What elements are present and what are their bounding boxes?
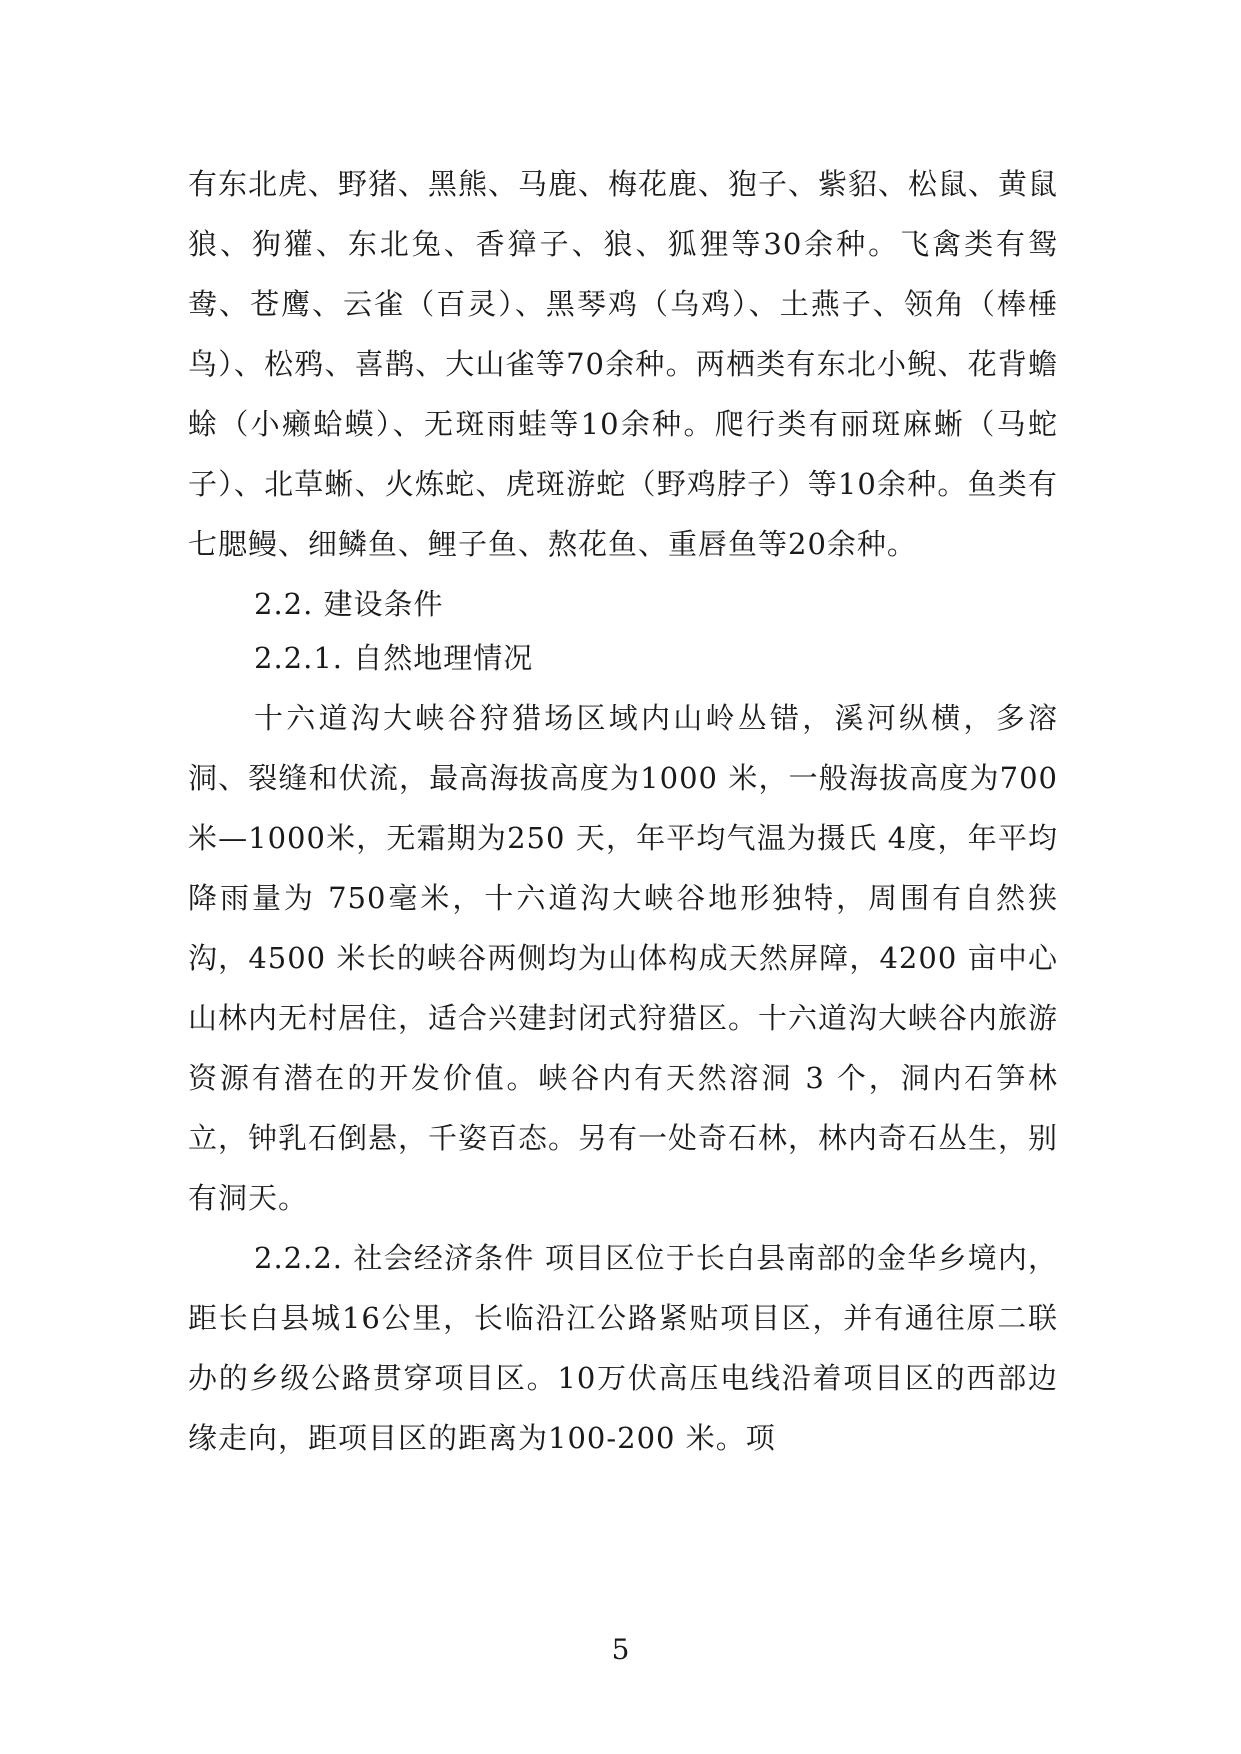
text-column-top — [188, 154, 1058, 634]
paragraph-natural-geography: 十六道沟大峡谷狩猎场区域内山岭丛错，溪河纵横，多溶洞、裂缝和伏流，最高海拔高度为1000 米，一般海拔高度为700米—1000米，无霜期为250 天，年平均气温为摄氏 4度，年平均降雨量为 750毫米，十六道沟大峡谷地形独特，周围有自然狭沟，4500 米长的峡谷两侧均为山体构成天然屏障，4200 亩中心山林内无村居住，适合兴建封闭式狩猎区。十六道沟大峡谷内旅游资源有潜在的开发价值。峡谷内有天然溶洞 3 个，洞内石笋林立，钟乳石倒悬，千姿百态。另有一处奇石林，林内奇石丛生，别有洞天。 — [188, 701, 1059, 1215]
section-heading-2-2-1: 2.2.1. 自然地理情况 — [254, 641, 534, 675]
text-column-bottom — [188, 628, 1058, 1468]
paragraph-socioeconomic — [188, 1228, 1058, 1468]
page-number: 5 — [611, 1633, 630, 1666]
socioeconomic-body: 项目区位于长白县南部的金华乡境内，距长白县城16公里，长临沿江公路紧贴项目区，并有通往原二联办的乡级公路贯穿项目区。10万伏高压电线沿着项目区的西部边缘走向，距项目区的距离为100-200 米。项 — [188, 1241, 1059, 1455]
section-heading-2-2: 2.2. 建设条件 — [254, 587, 444, 621]
section-heading-2-2-2: 2.2.2. 社会经济条件 — [254, 1241, 535, 1275]
paragraph-wildlife: 有东北虎、野猪、黑熊、马鹿、梅花鹿、狍子、紫貂、松鼠、黄鼠狼、狗獾、东北兔、香獐子、狼、狐狸等30余种。飞禽类有鸳鸯、苍鹰、云雀（百灵）、黑琴鸡（乌鸡）、土燕子、领角（棒棰鸟）、松鸦、喜鹊、大山雀等70余种。两栖类有东北小鲵、花背蟾蜍（小癞蛤蟆）、无斑雨蛙等10余种。爬行类有丽斑麻蜥（马蛇子）、北草蜥、火炼蛇、虎斑游蛇（野鸡脖子）等10余种。鱼类有七腮鳗、细鳞鱼、鲤子鱼、熬花鱼、重唇鱼等20余种。 — [188, 167, 1059, 561]
